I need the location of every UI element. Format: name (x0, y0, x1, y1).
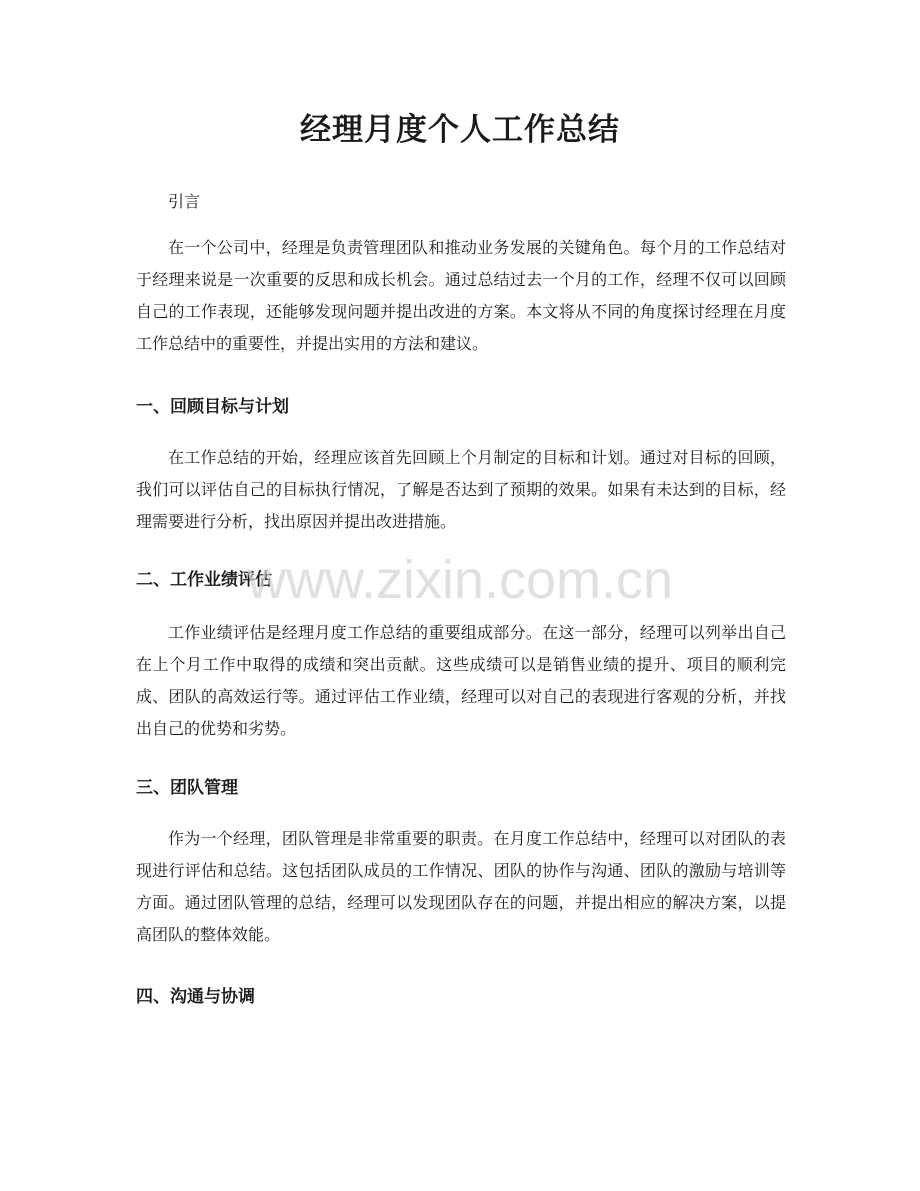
document-title: 经理月度个人工作总结 (300, 112, 620, 148)
section-paragraph-2: 工作业绩评估是经理月度工作总结的重要组成部分。在这一部分，经理可以列举出自己在上个月工作中取得的成绩和突出贡献。这些成绩可以是销售业绩的提升、项目的顺利完成、团队的高效运行等。通过评估工作业绩，经理可以对自己的表现进行客观的分析，并找出自己的优势和劣势。 (136, 623, 786, 738)
intro-paragraph: 在一个公司中，经理是负责管理团队和推动业务发展的关键角色。每个月的工作总结对于经理来说是一次重要的反思和成长机会。通过总结过去一个月的工作，经理不仅可以回顾自己的工作表现，还能够发现问题并提出改进的方案。本文将从不同的角度探讨经理在月度工作总结中的重要性，并提出实用的方法和建议。 (136, 238, 786, 353)
section-paragraph-3: 作为一个经理，团队管理是非常重要的职责。在月度工作总结中，经理可以对团队的表现进行评估和总结。这包括团队成员的工作情况、团队的协作与沟通、团队的激励与培训等方面。通过团队管理的总结，经理可以发现团队存在的问题，并提出相应的解决方案，以提高团队的整体效能。 (136, 829, 786, 944)
section-paragraph-1: 在工作总结的开始，经理应该首先回顾上个月制定的目标和计划。通过对目标的回顾，我们可以评估自己的目标执行情况，了解是否达到了预期的效果。如果有未达到的目标，经理需要进行分析，找出原因并提出改进措施。 (136, 448, 786, 531)
intro-label: 引言 (168, 192, 201, 211)
section-heading-2: 二、工作业绩评估 (136, 570, 272, 590)
section-heading-4: 四、沟通与协调 (136, 987, 255, 1007)
watermark: www.zixin.com.cn (246, 550, 674, 610)
section-heading-3: 三、团队管理 (136, 778, 238, 798)
section-heading-1: 一、回顾目标与计划 (136, 397, 289, 417)
